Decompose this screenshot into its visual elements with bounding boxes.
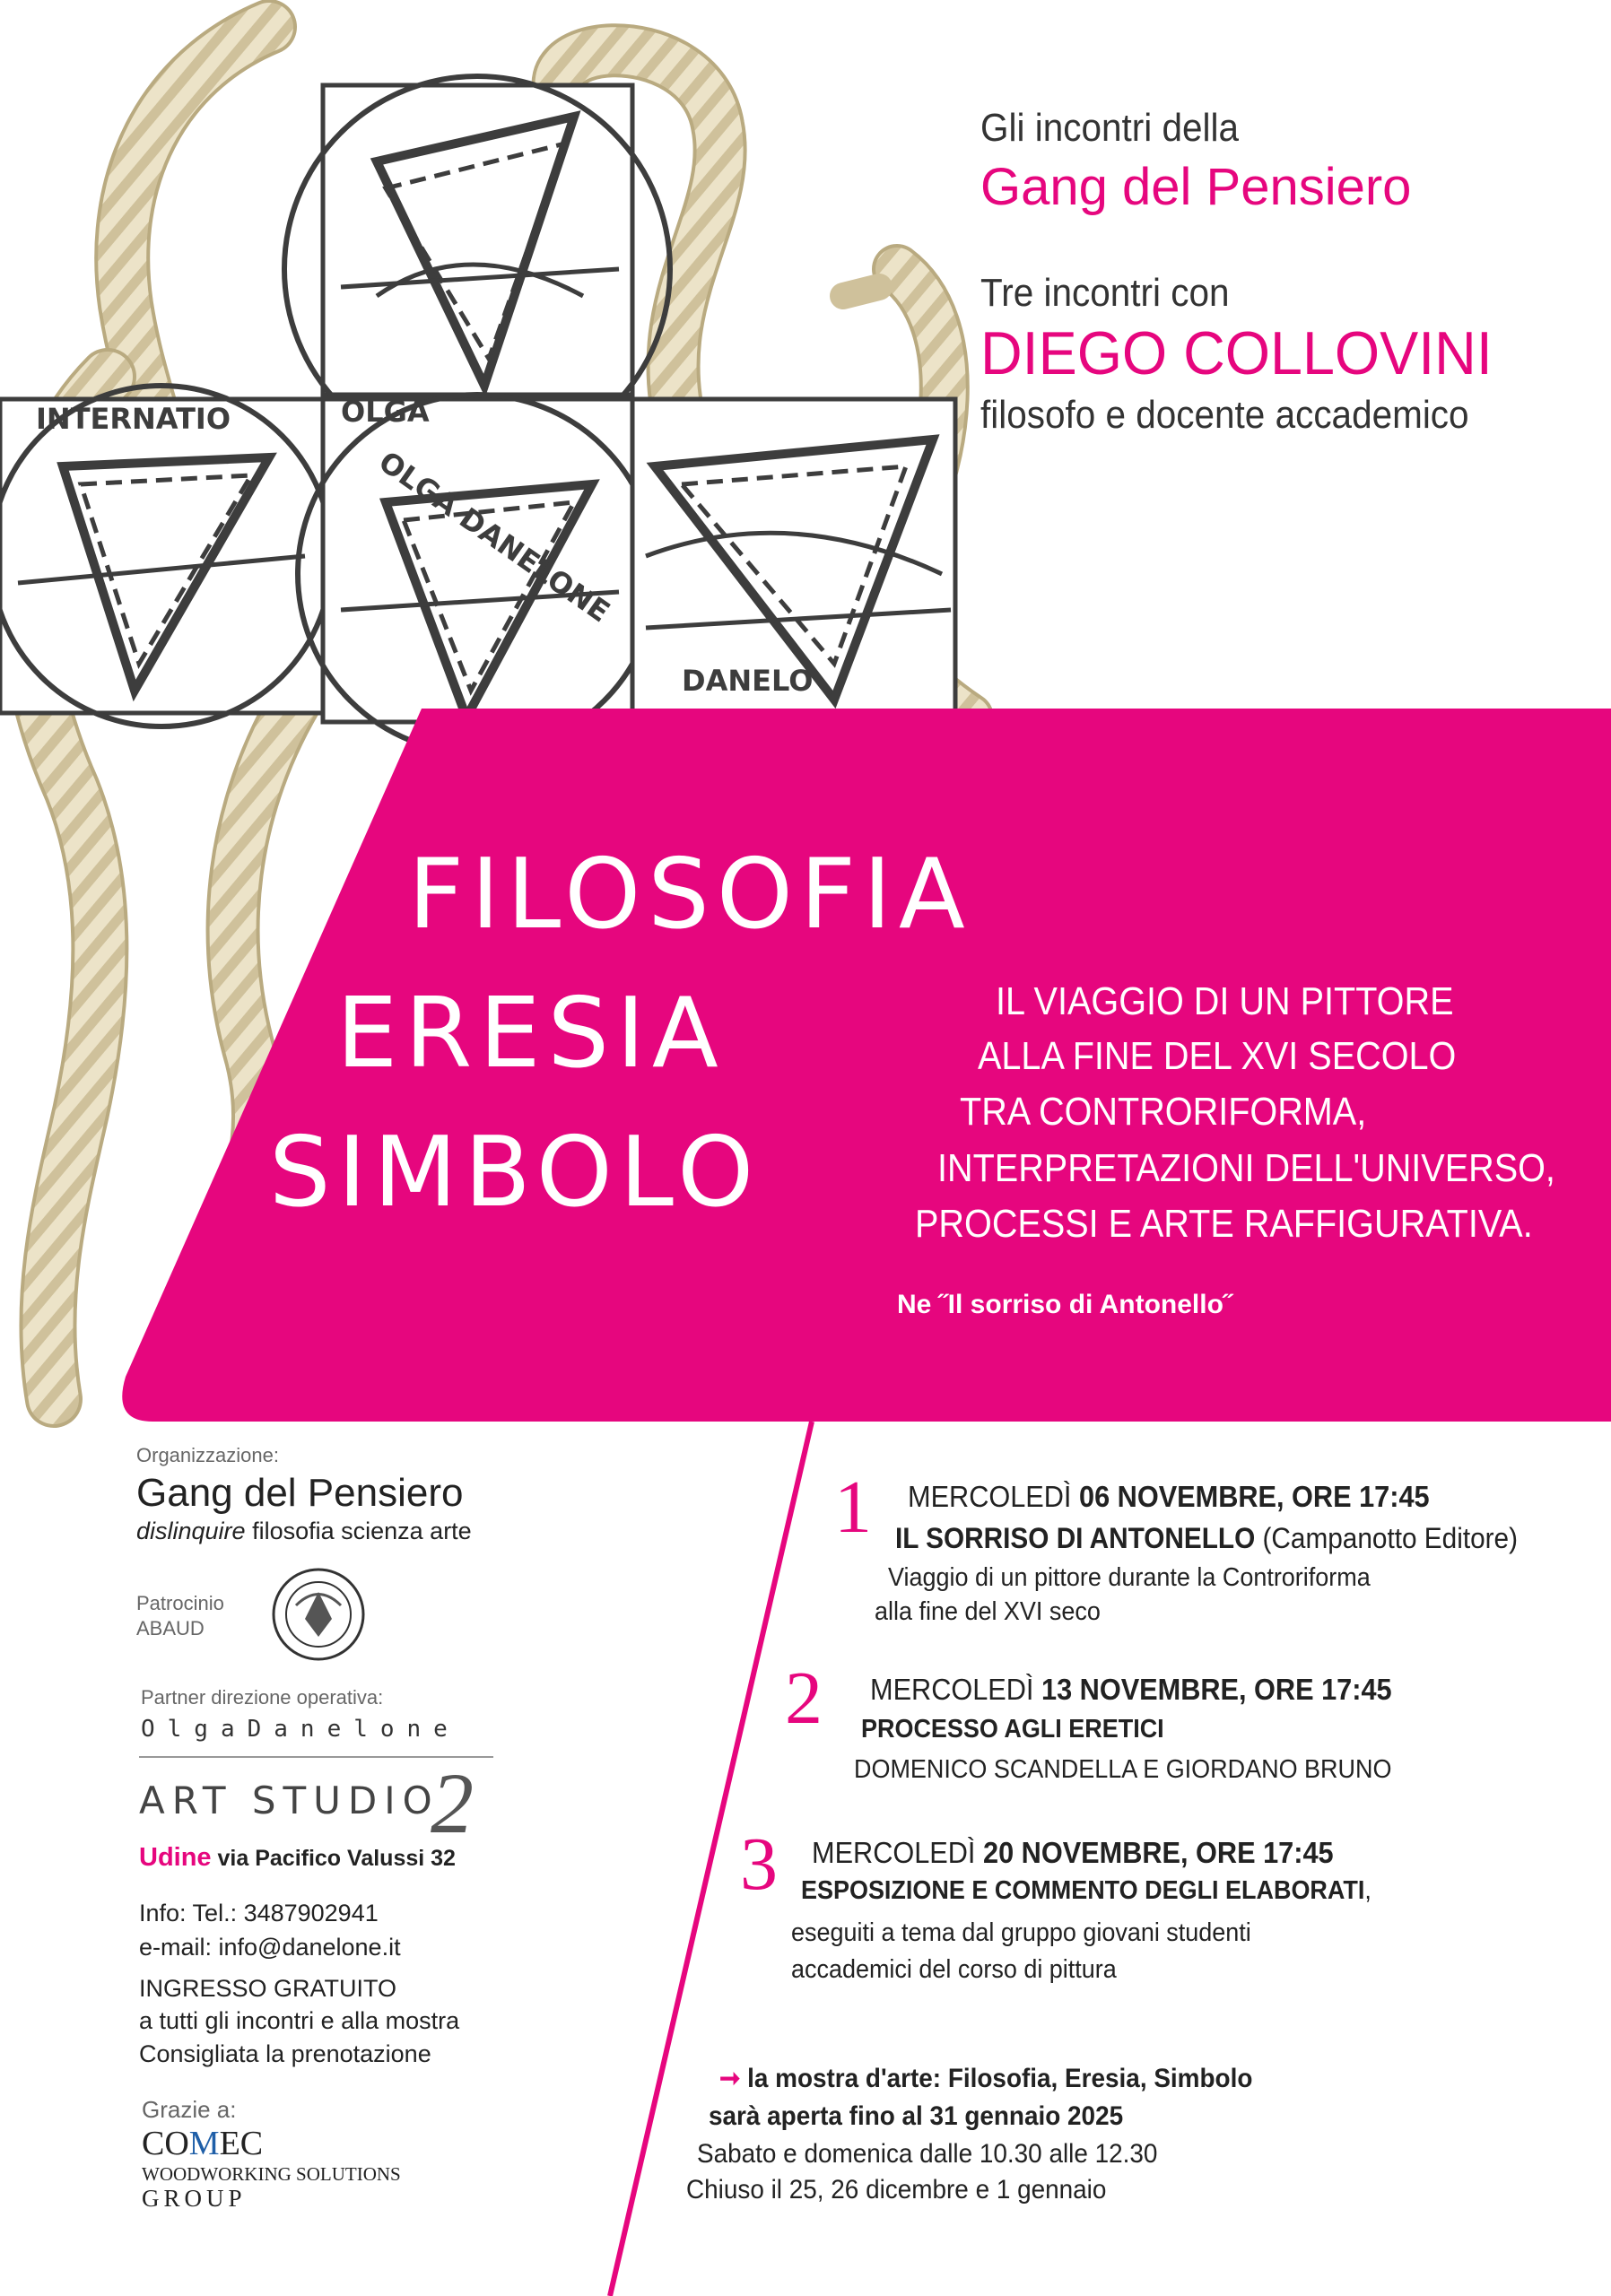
svg-text:OLGA: OLGA [341,395,430,429]
sponsor-tagline: WOODWORKING SOLUTIONS [142,2163,401,2185]
svg-text:INTERNATIO: INTERNATIO [36,402,231,436]
exhibition-line-4: Chiuso il 25, 26 dicembre e 1 gennaio [686,2175,1107,2205]
event-title: ESPOSIZIONE E COMMENTO DEGLI ELABORATI, [801,1876,1372,1905]
header-meetings: Tre incontri con [980,271,1230,315]
studio-name: ART STUDIO [139,1779,440,1822]
org-name: Gang del Pensiero [136,1471,464,1515]
org-tagline: dislinquire filosofia scienza arte [136,1518,472,1544]
event-desc-2: accademici del corso di pittura [791,1955,1117,1984]
sponsor-logo: COMEC [142,2125,264,2162]
exhibition-line-1: ➞ la mostra d'arte: Filosofia, Eresia, Simbolo [719,2064,1253,2093]
event-date: MERCOLEDÌ 20 NOVEMBRE, ORE 17:45 [812,1836,1334,1869]
arrow-right-icon: ➞ [719,2064,741,2093]
studio-address: Udine via Pacifico Valussi 32 [139,1843,456,1872]
event-number: 2 [785,1657,823,1740]
event-title: PROCESSO AGLI ERETICI [861,1715,1164,1744]
event-desc-2: alla fine del XVI seco [875,1597,1101,1626]
partner-brand: OlgaDanelone [141,1716,460,1743]
event-desc-1: Viaggio di un pittore durante la Controriforma [888,1563,1371,1592]
info-email: e-mail: info@danelone.it [139,1934,401,1961]
subtitle-line-2: ALLA FINE DEL XVI SECOLO [978,1034,1457,1078]
title-word-eresia: ERESIA [336,978,726,1090]
entry-booking: Consigliata la prenotazione [139,2040,431,2067]
title-word-simbolo: SIMBOLO [269,1117,762,1229]
speaker-name: DIEGO COLLOVINI [980,319,1493,387]
event-desc-1: DOMENICO SCANDELLA E GIORDANO BRUNO [854,1755,1392,1784]
sponsor-group: GROUP [142,2185,247,2212]
svg-text:DANELO: DANELO [682,664,814,698]
entry-free: INGRESSO GRATUITO [139,1975,397,2002]
speaker-role: filosofo e docente accademico [980,393,1469,437]
event-title: IL SORRISO DI ANTONELLO (Campanotto Editore) [895,1522,1519,1554]
event-date: MERCOLEDÌ 06 NOVEMBRE, ORE 17:45 [908,1480,1430,1513]
abaud-seal-icon [269,1565,368,1664]
exhibition-line-2: sarà aperta fino al 31 gennaio 2025 [709,2101,1124,2131]
thanks-label: Grazie a: [142,2096,237,2123]
subtitle-line-3: TRA CONTRORIFORMA, [960,1090,1367,1134]
svg-text:OLGA DANELONE: OLGA DANELONE [372,444,616,630]
entry-scope: a tutti gli incontri e alla mostra [139,2007,460,2034]
patronage-name: ABAUD [136,1617,205,1639]
partner-label: Partner direzione operativa: [141,1686,384,1709]
info-telephone: Info: Tel.: 3487902941 [139,1900,379,1926]
studio-number: 2 [431,1755,474,1851]
event-number: 3 [740,1822,778,1906]
book-quote: Ne ˝Il sorriso di Antonello˝ [897,1290,1232,1319]
subtitle-line-5: PROCESSI E ARTE RAFFIGURATIVA. [915,1202,1533,1246]
header-intro: Gli incontri della [980,106,1239,150]
header-group-name: Gang del Pensiero [980,158,1412,216]
subtitle-line-1: IL VIAGGIO DI UN PITTORE [996,979,1454,1023]
event-desc-1: eseguiti a tema dal gruppo giovani studenti [791,1918,1251,1947]
event-number: 1 [834,1465,872,1549]
exhibition-line-3: Sabato e domenica dalle 10.30 alle 12.30 [697,2139,1158,2169]
title-word-filosofia: FILOSOFIA [408,839,972,951]
event-date: MERCOLEDÌ 13 NOVEMBRE, ORE 17:45 [870,1673,1392,1706]
org-label: Organizzazione: [136,1444,279,1466]
patronage-label: Patrocinio [136,1592,224,1614]
subtitle-line-4: INTERPRETAZIONI DELL'UNIVERSO, [937,1146,1555,1190]
